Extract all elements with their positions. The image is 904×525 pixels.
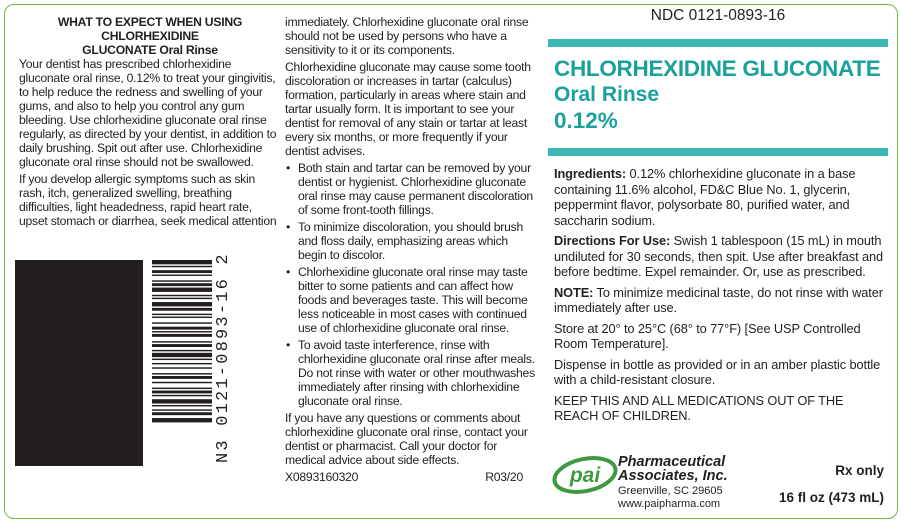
intro-paragraph: Your dentist has prescribed chlorhexidine gluconate oral rinse, 0.12% to treat your gingivitis, to help reduce the redness and swelling of your gums, and also to help you control any gum bleeding. Use chlorhexidine gluconate oral rinse regularly, as directed by your dentist, in addition to daily brushing. Spit out after use. Chlorhexidine gluconate oral rinse should not be swallowed.	[19, 57, 277, 169]
keep-away-warning: KEEP THIS AND ALL MEDICATIONS OUT OF THE REACH OF CHILDREN.	[554, 392, 844, 423]
ndc-number: NDC 0121-0893-16	[650, 7, 786, 24]
black-block	[15, 260, 143, 466]
product-name-block	[554, 55, 880, 134]
directions: Directions For Use: Swish 1 tablespoon (15 mL) in mouth undiluted for 30 seconds, then spit. Use after breakfast and before bedtime. Expel remainder. Or, use as prescribed.	[554, 233, 884, 279]
right-column	[548, 5, 888, 515]
revision-code: R03/20	[485, 470, 523, 484]
bottom-teal-bar	[548, 148, 888, 156]
questions-paragraph: If you have any questions or comments about chlorhexidine gluconate oral rinse, contact your dentist or pharmacist. Call your doctor for medical advice about side effects.	[285, 411, 528, 467]
product-strength: 0.12%	[554, 108, 618, 133]
barcode	[152, 260, 212, 466]
barcode-number: N3 0121-0893-16 2	[214, 252, 233, 463]
left-column	[19, 15, 281, 231]
label-code: X0893160320	[285, 470, 359, 484]
bullet-list	[285, 161, 537, 408]
note: NOTE: To minimize medicinal taste, do not rinse with water immediately after use.	[554, 284, 883, 315]
discoloration-paragraph: Chlorhexidine gluconate may cause some tooth discoloration or increases in tartar (calculus) formation, particularly in areas where stain and tartar usually form. It is important to see your dentist for removal of any stain or tartar at least every six months, or more frequently if your dentist advises.	[285, 60, 531, 158]
product-title: CHLORHEXIDINE GLUCONATE	[554, 56, 881, 81]
logo-mark: pai	[569, 464, 601, 487]
dispense: Dispense in bottle as provided or in an amber plastic bottle with a child-resistant closure.	[554, 356, 881, 387]
section-heading: WHAT TO EXPECT WHEN USING CHLORHEXIDINE GLUCONATE Oral Rinse	[57, 15, 243, 57]
ingredients: Ingredients: 0.12% chlorhexidine gluconate in a base containing 11.6% alcohol, FD&C Blue No. 1, glycerin, peppermint flavor, polysorbate 80, purified water, and saccharin sodium.	[554, 166, 856, 228]
product-details	[554, 166, 888, 429]
storage: Store at 20° to 25°C (68° to 77°F) [See USP Controlled Room Temperature].	[554, 320, 861, 351]
label-footer	[285, 470, 537, 484]
product-subtitle: Oral Rinse	[554, 83, 660, 106]
top-teal-bar	[548, 39, 888, 47]
pai-logo-icon	[552, 455, 620, 495]
volume: 16 fl oz (473 mL)	[778, 490, 884, 505]
allergy-paragraph: If you develop allergic symptoms such as skin rash, itch, generalized swelling, breathing difficulties, light headedness, rapid heart rate, upset stomach or diarrhea, seek medical attention	[19, 172, 277, 228]
continued-paragraph: immediately. Chlorhexidine gluconate oral rinse should not be used by persons who have a sensitivity to it or its components.	[285, 15, 529, 57]
list-item: • To avoid taste interference, rinse with chlorhexidine gluconate oral rinse after meals. Do not rinse with water or other mouthwashes immediately after rinsing with chlorhexidine gluconate oral rinse.	[286, 338, 535, 408]
list-item: • Both stain and tartar can be removed by your dentist or hygienist. Chlorhexidine gluconate oral rinse may cause permanent discoloration of some front-tooth fillings.	[286, 161, 533, 217]
list-item: • Chlorhexidine gluconate oral rinse may taste bitter to some patients and can affect how foods and beverages taste. This will become less noticeable in most cases with continued use of chlorhexidine gluconate oral rinse.	[286, 265, 528, 335]
list-item: • To minimize discoloration, you should brush and floss daily, emphasizing areas which begin to discolor.	[286, 220, 523, 262]
company-info: Pharmaceutical Associates, Inc. Greenville, SC 29605 www.paipharma.com	[618, 454, 728, 510]
middle-column	[285, 15, 537, 484]
product-label	[4, 4, 898, 519]
rx-only: Rx only	[835, 463, 884, 478]
